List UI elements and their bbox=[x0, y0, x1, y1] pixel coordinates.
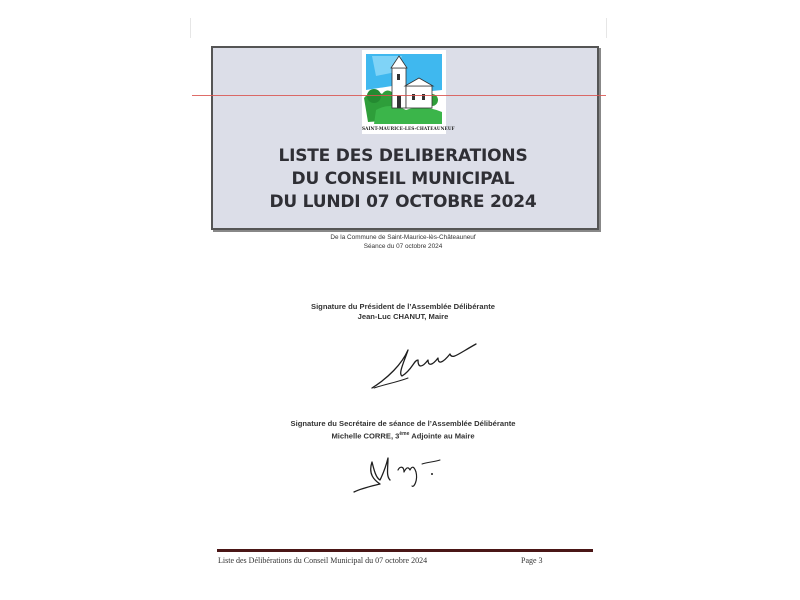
secretary-name bbox=[253, 429, 553, 442]
page-number: Page 3 bbox=[521, 556, 543, 565]
secretary-name-prefix: Michelle CORRE, 3 bbox=[331, 431, 400, 441]
title-line: LISTE DES DELIBERATIONS bbox=[278, 146, 528, 166]
scan-edge-mark bbox=[606, 18, 607, 38]
secretary-label: Signature du Secrétaire de séance de l’Assemblée Délibérante bbox=[290, 419, 516, 428]
commune-logo bbox=[362, 50, 455, 134]
church-logo-icon bbox=[362, 50, 446, 126]
footer-title: Liste des Délibérations du Conseil Municipal du 07 octobre 2024 bbox=[218, 556, 428, 565]
scan-edge-mark bbox=[190, 18, 191, 38]
page-title bbox=[213, 145, 593, 214]
secretary-name-sup: ème bbox=[399, 431, 410, 437]
seance-line: Séance du 07 octobre 2024 bbox=[363, 243, 443, 250]
president-label: Signature du Président de l’Assemblée Délibérante bbox=[311, 302, 495, 311]
commune-info bbox=[293, 233, 513, 251]
logo-caption: SAINT-MAURICE-LES-CHATEAUNEUF bbox=[362, 126, 455, 131]
secretary-signature-icon bbox=[350, 450, 446, 496]
footer-rule bbox=[217, 549, 593, 552]
commune-line: De la Commune de Saint-Maurice-lès-Châteauneuf bbox=[330, 234, 476, 241]
title-line: DU LUNDI 07 OCTOBRE 2024 bbox=[269, 192, 537, 212]
scan-red-line bbox=[192, 95, 606, 96]
president-name: Jean-Luc CHANUT, Maire bbox=[357, 312, 449, 321]
secretary-signature-block bbox=[253, 419, 553, 442]
title-line: DU CONSEIL MUNICIPAL bbox=[291, 169, 515, 189]
president-signature-block bbox=[253, 302, 553, 322]
president-signature-icon bbox=[368, 338, 480, 394]
secretary-name-suffix: Adjointe au Maire bbox=[409, 431, 475, 441]
